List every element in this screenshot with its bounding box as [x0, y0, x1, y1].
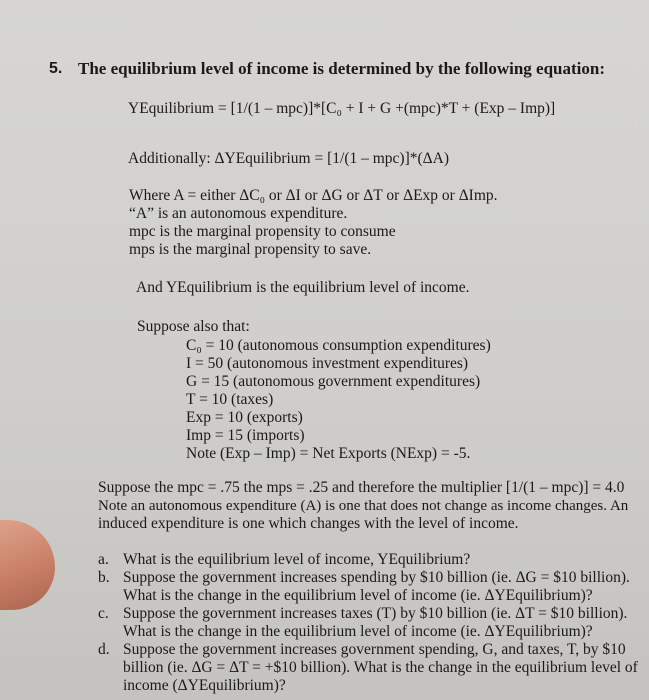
paragraph-line: Suppose the mpc = .75 the mps = .25 and therefore the multiplier [1/(1 – mpc)] = 4.0 [98, 479, 625, 496]
value-line: T = 10 (taxes) [186, 391, 274, 408]
item-label: c. [98, 605, 109, 622]
additionally-line: Additionally: ΔYEquilibrium = [1/(1 – mpc)]*(ΔA) [128, 150, 449, 167]
item-line: What is the change in the equilibrium level of income (ie. ΔYEquilibrium)? [123, 623, 593, 640]
item-label: b. [98, 569, 110, 586]
suppose-also: Suppose also that: [137, 318, 250, 335]
item-line: Suppose the government increases spending by $10 billion (ie. ΔG = $10 billion). [123, 569, 630, 586]
value-line: Note (Exp – Imp) = Net Exports (NExp) = -5. [186, 445, 471, 462]
item-label: d. [98, 641, 110, 658]
def-line: Where A = either ΔC₀ or ΔI or ΔG or ΔT or ΔExp or ΔImp. [129, 187, 498, 204]
def-line: “A” is an autonomous expenditure. [129, 205, 348, 222]
value-line: I = 50 (autonomous investment expenditures) [186, 355, 469, 372]
item-line: income (ΔYEquilibrium)? [123, 677, 286, 694]
item-line: Suppose the government increases taxes (T) by $10 billion (ie. ΔT = $10 billion). [123, 605, 628, 622]
value-line: C₀ = 10 (autonomous consumption expenditures) [186, 337, 491, 354]
question-number: 5. [49, 60, 63, 77]
question-heading: The equilibrium level of income is determined by the following equation: [78, 59, 605, 78]
def-line: mpc is the marginal propensity to consume [129, 223, 396, 240]
item-line: What is the change in the equilibrium level of income (ie. ΔYEquilibrium)? [123, 587, 593, 604]
def-line: mps is the marginal propensity to save. [129, 241, 372, 258]
and-line: And YEquilibrium is the equilibrium level of income. [136, 279, 470, 296]
paragraph-line: Note an autonomous expenditure (A) is one that does not change as income changes. An [98, 498, 629, 514]
item-label: a. [98, 551, 109, 568]
value-line: Imp = 15 (imports) [186, 427, 305, 444]
value-line: Exp = 10 (exports) [186, 409, 303, 426]
item-line: billion (ie. ΔG = ΔT = +$10 billion). What is the change in the equilibrium level of [123, 659, 638, 676]
equation: YEquilibrium = [1/(1 – mpc)]*[C₀ + I + G +(mpc)*T + (Exp – Imp)] [128, 100, 556, 117]
item-line: Suppose the government increases government spending, G, and taxes, T, by $10 [123, 641, 626, 658]
paragraph-line: induced expenditure is one which changes with the level of income. [98, 515, 519, 532]
value-line: G = 15 (autonomous government expenditures) [186, 373, 481, 390]
item-line: What is the equilibrium level of income, YEquilibrium? [123, 551, 471, 568]
